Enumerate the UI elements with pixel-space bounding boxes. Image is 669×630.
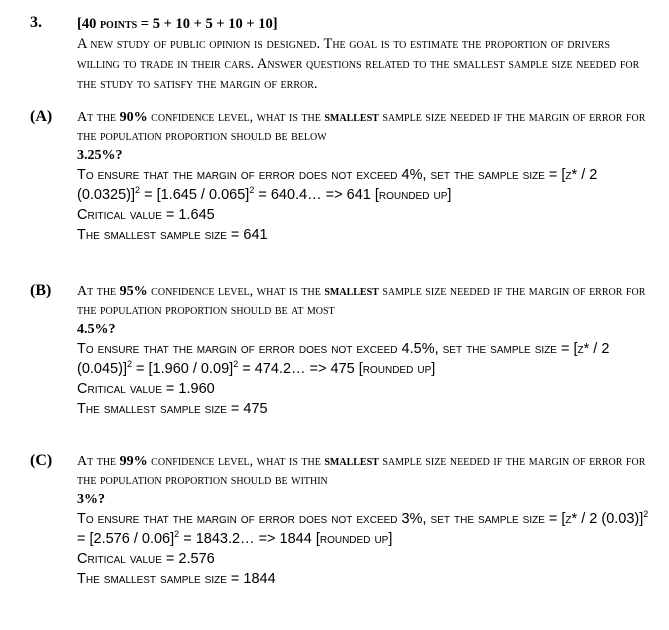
part-b-prompt (77, 282, 652, 339)
question-points: [40 points = 5 + 10 + 5 + 10 + 10] (77, 16, 278, 32)
part-c-prompt (77, 452, 652, 509)
part-b-smallest-sample: The smallest sample size = 475 (77, 401, 268, 417)
part-c-critical-value: Critical value = 2.576 (77, 551, 215, 567)
answer-text: = 1843.2… => 1844 [rounded up] (179, 531, 393, 547)
answer-text: = [1.645 / 0.065] (140, 187, 250, 203)
part-a-label: (A) (30, 108, 53, 125)
answer-text: = 474.2… => 475 [rounded up] (238, 361, 436, 377)
exponent: 2 (126, 359, 132, 370)
part-b-answer (77, 339, 652, 379)
smallest-emphasis: smallest (324, 284, 379, 299)
question-number: 3. (30, 14, 42, 31)
confidence-level: 90% (119, 110, 148, 125)
margin-bound: 3.25%? (77, 148, 123, 163)
part-a-answer (77, 165, 652, 205)
part-a-prompt (77, 108, 652, 165)
answer-text: To ensure that the margin of error does not exceed 4%, set the sample size = [z* / 2 (0.0325)] (77, 167, 598, 203)
question-header (77, 14, 652, 94)
part-c-smallest-sample: The smallest sample size = 1844 (77, 571, 276, 587)
prompt-text: sample size needed if the margin of error for the population proportion should be below (77, 110, 646, 144)
prompt-text: At the (77, 284, 120, 299)
exponent: 2 (249, 185, 255, 196)
confidence-level: 99% (119, 454, 148, 469)
prompt-text: sample size needed if the margin of error for the population proportion should be at most (77, 284, 646, 318)
part-b (77, 282, 652, 419)
part-c (77, 452, 652, 589)
part-b-critical-value: Critical value = 1.960 (77, 381, 215, 397)
prompt-text: confidence level, what is the (147, 110, 325, 125)
answer-text: = [2.576 / 0.06] (77, 531, 175, 547)
part-c-label: (C) (30, 452, 53, 469)
answer-text: To ensure that the margin of error does not exceed 3%, set the sample size = [z* / 2 (0.03)] (77, 511, 644, 527)
margin-bound: 4.5%? (77, 322, 116, 337)
prompt-text: At the (77, 110, 120, 125)
part-b-label: (B) (30, 282, 52, 299)
question-intro: A new study of public opinion is designed. The goal is to estimate the proportion of drivers willing to trade in their cars. Answer questions related to the smallest sample size needed for the study to satisfy the margin of error. (77, 36, 640, 92)
part-a (77, 108, 652, 245)
answer-text: = 640.4… => 641 [rounded up] (254, 187, 452, 203)
exponent: 2 (233, 359, 239, 370)
prompt-text: At the (77, 454, 120, 469)
prompt-text: confidence level, what is the (147, 284, 325, 299)
part-a-smallest-sample: The smallest sample size = 641 (77, 227, 268, 243)
answer-text: To ensure that the margin of error does not exceed 4.5%, set the sample size = [z* / 2 (0.045)] (77, 341, 610, 377)
prompt-text: sample size needed if the margin of error for the population proportion should be within (77, 454, 646, 488)
prompt-text: confidence level, what is the (147, 454, 325, 469)
answer-text: = [1.960 / 0.09] (132, 361, 234, 377)
part-c-answer (77, 509, 652, 549)
margin-bound: 3%? (77, 492, 105, 507)
exponent: 2 (643, 509, 649, 520)
confidence-level: 95% (119, 284, 148, 299)
exponent: 2 (174, 529, 180, 540)
part-a-critical-value: Critical value = 1.645 (77, 207, 215, 223)
smallest-emphasis: smallest (324, 110, 379, 125)
smallest-emphasis: smallest (324, 454, 379, 469)
exponent: 2 (135, 185, 141, 196)
